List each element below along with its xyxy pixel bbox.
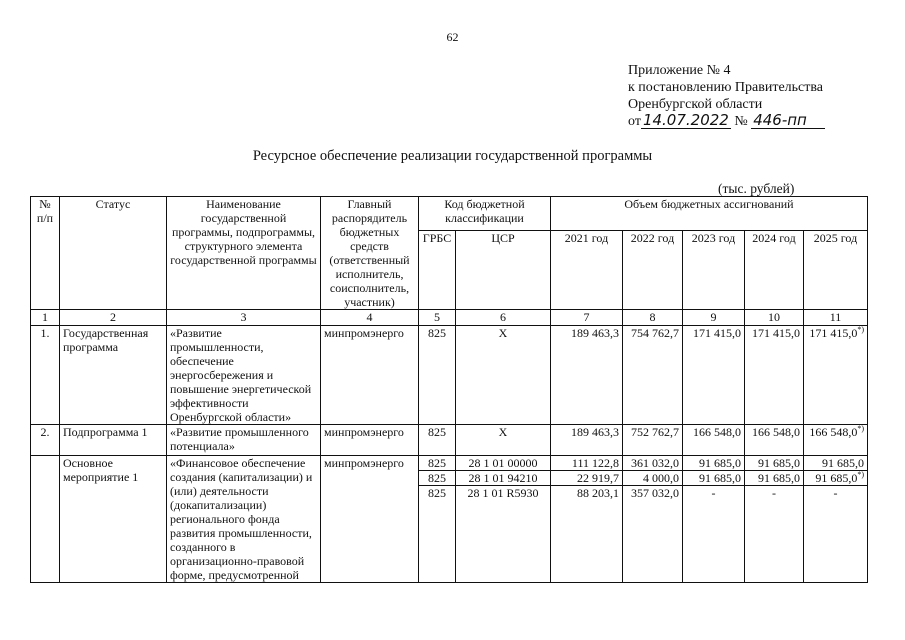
row-2022: 361 032,0 xyxy=(623,456,683,471)
row-2023: 91 685,0 xyxy=(683,471,745,486)
row-2021: 111 122,8 xyxy=(551,456,623,471)
row-2025-cell xyxy=(804,425,868,456)
header-grbs: ГРБС xyxy=(419,231,456,310)
header-manager: Главный распорядитель бюджетных средств (ответственный исполнитель, соисполнитель, участник) xyxy=(321,197,419,310)
table-row xyxy=(31,326,868,425)
header-name: Наименование государственной программы, подпрограммы, структурного элемента государственной программы xyxy=(167,197,321,310)
header-budget-code: Код бюджетной классификации xyxy=(419,197,551,231)
row-2025: 91 685,0 xyxy=(815,471,858,485)
header-2025: 2025 год xyxy=(804,231,868,310)
header-2021: 2021 год xyxy=(551,231,623,310)
appendix-line-2: к постановлению Правительства xyxy=(628,80,824,95)
row-2025-cell xyxy=(804,471,868,486)
column-number-row xyxy=(31,310,868,326)
row-num xyxy=(31,456,60,583)
row-2022: 752 762,7 xyxy=(623,425,683,456)
row-status: Государственная программа xyxy=(60,326,167,425)
column-number: 8 xyxy=(623,310,683,326)
handwritten-date: 14.07.2022 xyxy=(642,111,729,129)
header-row-1 xyxy=(31,197,868,231)
from-label: от xyxy=(628,114,641,129)
row-grbs: 825 xyxy=(419,486,456,583)
row-manager: минпромэнерго xyxy=(321,425,419,456)
header-2024: 2024 год xyxy=(745,231,804,310)
handwritten-number: 446-пп xyxy=(751,113,825,129)
column-number: 11 xyxy=(804,310,868,326)
row-csr: X xyxy=(456,326,551,425)
row-num: 2. xyxy=(31,425,60,456)
footnote-mark: *) xyxy=(857,470,864,479)
row-name: «Развитие промышленного потенциала» xyxy=(167,425,321,456)
footnote-mark: *) xyxy=(857,424,864,433)
row-grbs: 825 xyxy=(419,425,456,456)
header-status: Статус xyxy=(60,197,167,310)
row-2023: - xyxy=(683,486,745,583)
document-title: Ресурсное обеспечение реализации государственной программы xyxy=(252,148,653,164)
column-number: 7 xyxy=(551,310,623,326)
row-csr: 28 1 01 94210 xyxy=(456,471,551,486)
row-grbs: 825 xyxy=(419,471,456,486)
row-status: Подпрограмма 1 xyxy=(60,425,167,456)
appendix-block xyxy=(628,62,825,130)
row-2024: - xyxy=(745,486,804,583)
header-2022: 2022 год xyxy=(623,231,683,310)
header-num: № п/п xyxy=(31,197,60,310)
budget-table xyxy=(30,196,868,583)
row-manager: минпромэнерго xyxy=(321,456,419,583)
column-number: 1 xyxy=(31,310,60,326)
header-2023: 2023 год xyxy=(683,231,745,310)
row-2023: 91 685,0 xyxy=(683,456,745,471)
row-2022: 4 000,0 xyxy=(623,471,683,486)
row-num: 1. xyxy=(31,326,60,425)
column-number: 5 xyxy=(419,310,456,326)
row-name: «Развитие промышленности, обеспечение энергосбережения и повышение энергетической эффективности Оренбургской области» xyxy=(167,326,321,425)
row-2024: 166 548,0 xyxy=(745,425,804,456)
unit-label: (тыс. рублей) xyxy=(718,181,795,196)
row-2022: 754 762,7 xyxy=(623,326,683,425)
row-2024: 91 685,0 xyxy=(745,456,804,471)
row-grbs: 825 xyxy=(419,456,456,471)
column-number: 10 xyxy=(745,310,804,326)
row-csr: 28 1 01 R5930 xyxy=(456,486,551,583)
page-number: 62 xyxy=(446,30,459,44)
row-2025: 171 415,0 xyxy=(809,326,858,340)
table-row xyxy=(31,456,868,471)
row-2025-cell xyxy=(804,456,868,471)
row-csr: 28 1 01 00000 xyxy=(456,456,551,471)
column-number: 9 xyxy=(683,310,745,326)
column-number: 4 xyxy=(321,310,419,326)
row-2021: 22 919,7 xyxy=(551,471,623,486)
row-2022: 357 032,0 xyxy=(623,486,683,583)
row-2021: 88 203,1 xyxy=(551,486,623,583)
column-number: 6 xyxy=(456,310,551,326)
row-2024: 91 685,0 xyxy=(745,471,804,486)
row-2025: 166 548,0 xyxy=(809,425,858,439)
appendix-line-3: Оренбургской области xyxy=(628,97,763,112)
row-2021: 189 463,3 xyxy=(551,326,623,425)
row-2025-cell xyxy=(804,326,868,425)
row-manager: минпромэнерго xyxy=(321,326,419,425)
header-volume: Объем бюджетных ассигнований xyxy=(551,197,868,231)
row-2023: 166 548,0 xyxy=(683,425,745,456)
row-grbs: 825 xyxy=(419,326,456,425)
header-csr: ЦСР xyxy=(456,231,551,310)
row-name: «Финансовое обеспечение создания (капитализации) и (или) деятельности (докапитализации) регионального фонда развития промышленности, созданного в организационно-правовой форме, предусмотренной xyxy=(167,456,321,583)
footnote-mark: *) xyxy=(857,325,864,334)
column-number: 3 xyxy=(167,310,321,326)
row-2021: 189 463,3 xyxy=(551,425,623,456)
row-csr: X xyxy=(456,425,551,456)
row-2025: 91 685,0 xyxy=(822,456,864,470)
row-2023: 171 415,0 xyxy=(683,326,745,425)
appendix-line-1: Приложение № 4 xyxy=(628,63,731,78)
table-row xyxy=(31,425,868,456)
appendix-date-line xyxy=(628,113,825,130)
row-2025-cell xyxy=(804,486,868,583)
row-status: Основное мероприятие 1 xyxy=(60,456,167,583)
row-2025: - xyxy=(833,486,838,500)
number-label: № xyxy=(734,114,748,129)
row-2024: 171 415,0 xyxy=(745,326,804,425)
column-number: 2 xyxy=(60,310,167,326)
